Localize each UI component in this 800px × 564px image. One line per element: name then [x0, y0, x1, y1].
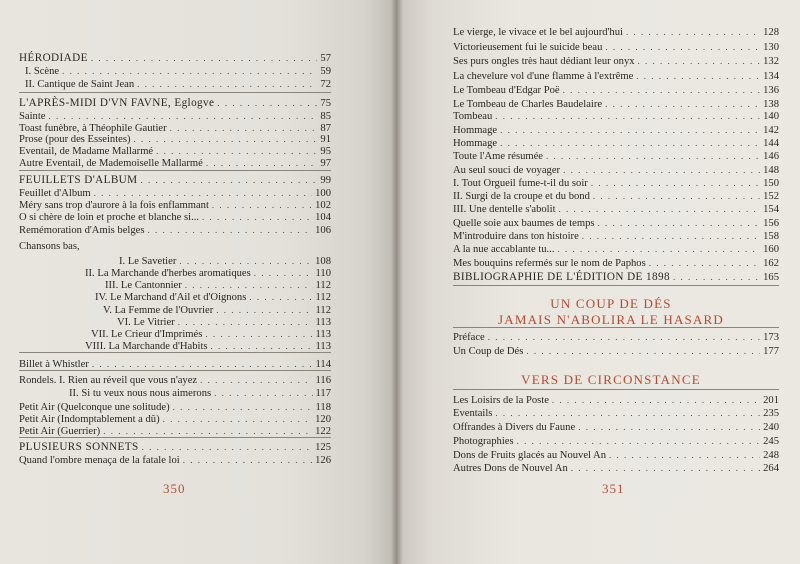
divider-rule	[453, 285, 779, 286]
toc-entry-title: Au seul souci de voyager	[453, 165, 561, 176]
toc-entry-title: II. Cantique de Saint Jean	[25, 79, 135, 90]
toc-entry-page: 106	[315, 225, 331, 236]
toc-entry-title: Dons de Fruits glacés au Nouvel An	[453, 450, 606, 461]
toc-entry	[453, 203, 779, 216]
toc-entry-page: 112	[315, 280, 331, 291]
page-number-right: 351	[602, 481, 625, 496]
divider-rule	[19, 92, 331, 93]
toc-entry-page: 235	[763, 408, 779, 419]
dot-leader	[141, 174, 318, 187]
toc-entry-title: VIII. La Marchande d'Habits	[85, 341, 208, 352]
toc-entry-page: 132	[763, 56, 779, 67]
toc-entry-title: Rondels. I. Rien au réveil que vous n'ayez	[19, 375, 198, 386]
toc-entry-page: 118	[315, 402, 331, 413]
toc-entry	[453, 407, 779, 420]
dot-leader	[636, 70, 760, 83]
toc-entry-page: 87	[320, 123, 331, 134]
toc-entry	[19, 224, 331, 237]
toc-entry-title: Sainte	[19, 111, 46, 122]
left-page	[0, 0, 397, 564]
toc-entry-title: Les Loisirs de la Poste	[453, 395, 549, 406]
toc-entry-title: La chevelure vol d'une flamme à l'extrême	[453, 71, 634, 82]
divider-rule	[453, 327, 779, 328]
dot-leader	[495, 110, 760, 123]
toc-entry-page: 245	[763, 436, 779, 447]
toc-entry-title: Prose (pour des Esseintes)	[19, 134, 131, 145]
toc-entry-title: Chansons bas,	[19, 241, 80, 252]
dot-leader	[673, 271, 760, 284]
toc-entry-title: III. Une dentelle s'abolit	[453, 204, 556, 215]
toc-entry-page: 136	[763, 85, 779, 96]
toc-entry-page: 120	[315, 414, 331, 425]
toc-entry-page: 110	[315, 268, 331, 279]
dot-leader	[517, 435, 760, 448]
toc-entry-page: 201	[763, 395, 779, 406]
dot-leader	[546, 150, 760, 163]
toc-entry	[453, 421, 779, 434]
toc-entry-title: V. La Femme de l'Ouvrier	[103, 305, 214, 316]
toc-entry-title: II. Surgi de la croupe et du bond	[453, 191, 590, 202]
toc-entry	[19, 240, 331, 253]
divider-rule	[19, 370, 331, 371]
toc-entry-page: 85	[320, 111, 331, 122]
toc-entry-title: Offrandes à Divers du Faune	[453, 422, 576, 433]
toc-entry	[453, 345, 779, 358]
dot-leader	[591, 177, 760, 190]
dot-leader	[249, 291, 312, 304]
toc-entry-page: 97	[320, 158, 331, 169]
toc-entry-title: Ses purs ongles très haut dédiant leur onyx	[453, 56, 635, 67]
toc-entry	[19, 52, 331, 65]
toc-entry	[453, 331, 779, 344]
toc-entry-page: 113	[315, 341, 331, 352]
dot-leader	[578, 421, 760, 434]
toc-entry	[453, 230, 779, 243]
toc-entry-title: III. Le Cantonnier	[105, 280, 182, 291]
toc-entry	[453, 124, 779, 137]
toc-entry-page: 158	[763, 231, 779, 242]
dot-leader	[571, 462, 760, 475]
dot-leader	[200, 374, 312, 387]
toc-entry-page: 112	[315, 305, 331, 316]
dot-leader	[563, 164, 760, 177]
toc-entry-page: 142	[763, 125, 779, 136]
toc-entry-page: 160	[763, 244, 779, 255]
dot-leader	[563, 84, 761, 97]
toc-entry-title: Quand l'ombre menaça de la fatale loi	[19, 455, 180, 466]
dot-leader	[214, 387, 312, 400]
dot-leader	[552, 394, 760, 407]
dot-leader	[206, 157, 318, 170]
toc-entry-title: Eventail, de Madame Mallarmé	[19, 146, 154, 157]
dot-leader	[137, 78, 317, 91]
dot-leader	[598, 217, 761, 230]
toc-entry	[453, 177, 779, 190]
toc-entry	[19, 65, 331, 78]
toc-entry-title: Autres Dons de Nouvel An	[453, 463, 568, 474]
toc-entry	[19, 454, 331, 467]
toc-entry	[453, 110, 779, 123]
toc-entry	[19, 97, 331, 110]
dot-leader	[142, 441, 312, 454]
toc-entry-title: Hommage	[453, 125, 498, 136]
toc-entry-page: 152	[763, 191, 779, 202]
dot-leader	[495, 407, 760, 420]
toc-entry-page: 162	[763, 258, 779, 269]
toc-entry-page: 117	[315, 388, 331, 399]
toc-entry	[453, 449, 779, 462]
toc-entry	[453, 435, 779, 448]
toc-entry-page: 154	[763, 204, 779, 215]
toc-entry-page: 148	[763, 165, 779, 176]
toc-entry	[453, 190, 779, 203]
toc-entry-title: O si chère de loin et proche et blanche si...	[19, 212, 200, 223]
toc-entry-title: Le vierge, le vivace et le bel aujourd'hui	[453, 27, 623, 38]
dot-leader	[649, 257, 760, 270]
toc-entry	[19, 174, 331, 187]
dot-leader	[559, 203, 761, 216]
toc-entry	[453, 70, 779, 83]
dot-leader	[638, 55, 761, 68]
toc-entry-title: Eventails	[453, 408, 493, 419]
toc-entry-title: Billet à Whistler	[19, 359, 89, 370]
toc-entry	[453, 243, 779, 256]
toc-entry-title: IV. Le Marchand d'Ail et d'Oignons	[95, 292, 247, 303]
toc-entry-page: 59	[320, 66, 331, 77]
dot-leader	[147, 224, 312, 237]
dot-leader	[609, 449, 760, 462]
toc-entry-title: BIBLIOGRAPHIE DE L'ÉDITION DE 1898	[453, 271, 670, 283]
toc-entry	[19, 387, 331, 400]
toc-entry-page: 144	[763, 138, 779, 149]
toc-entry-title: Tombeau	[453, 111, 493, 122]
toc-entry-page: 116	[315, 375, 331, 386]
toc-entry-title: Petit Air (Guerrier)	[19, 426, 101, 437]
toc-entry	[19, 291, 331, 304]
toc-entry-page: 108	[315, 256, 331, 267]
toc-entry-title: Toute l'Ame résumée	[453, 151, 544, 162]
toc-entry	[453, 217, 779, 230]
toc-entry-page: 240	[763, 422, 779, 433]
toc-entry-title: II. Si tu veux nous nous aimerons	[69, 388, 212, 399]
toc-entry-title: M'introduire dans ton histoire	[453, 231, 579, 242]
toc-entry-page: 264	[763, 463, 779, 474]
dot-leader	[183, 454, 312, 467]
divider-rule	[19, 437, 331, 438]
toc-entry-title: Remémoration d'Amis belges	[19, 225, 145, 236]
toc-entry	[453, 41, 779, 54]
toc-entry-page: 99	[320, 175, 331, 186]
toc-entry-title: Feuillet d'Album	[19, 188, 91, 199]
dot-leader	[91, 52, 318, 65]
toc-entry-page: 177	[763, 346, 779, 357]
section-title-coup-de-des-line1: UN COUP DE DÉS	[550, 296, 672, 311]
toc-entry-page: 113	[315, 329, 331, 340]
toc-entry-page: 150	[763, 178, 779, 189]
dot-leader	[202, 211, 312, 224]
toc-entry	[453, 137, 779, 150]
right-page	[397, 0, 800, 564]
toc-entry-title: Un Coup de Dés	[453, 346, 524, 357]
toc-entry-title: I. Scène	[25, 66, 60, 77]
toc-entry-page: 138	[763, 99, 779, 110]
toc-entry-page: 173	[763, 332, 779, 343]
dot-leader	[626, 26, 760, 39]
toc-entry-page: 100	[315, 188, 331, 199]
toc-entry	[453, 55, 779, 68]
toc-entry-page: 122	[315, 426, 331, 437]
dot-leader	[593, 190, 760, 203]
toc-entry	[453, 271, 779, 284]
toc-entry-page: 72	[320, 79, 331, 90]
toc-entry-page: 130	[763, 42, 779, 53]
toc-entry-title: Le Tombeau d'Edgar Poë	[453, 85, 560, 96]
toc-entry	[19, 78, 331, 91]
toc-entry-page: 146	[763, 151, 779, 162]
toc-entry-title: VI. Le Vitrier	[117, 317, 175, 328]
dot-leader	[582, 230, 760, 243]
toc-entry-title: I. Tout Orgueil fume-t-il du soir	[453, 178, 588, 189]
toc-entry-page: 248	[763, 450, 779, 461]
toc-entry-title: Le Tombeau de Charles Baudelaire	[453, 99, 603, 110]
divider-rule	[19, 170, 331, 171]
toc-entry-page: 125	[315, 442, 331, 453]
book-gutter	[391, 0, 403, 564]
toc-entry-title: Préface	[453, 332, 485, 343]
toc-entry	[453, 26, 779, 39]
toc-entry-page: 140	[763, 111, 779, 122]
toc-entry-title: PLUSIEURS SONNETS	[19, 441, 139, 453]
toc-entry-title: I. Le Savetier	[119, 256, 177, 267]
toc-entry-page: 126	[315, 455, 331, 466]
toc-entry-title: HÉRODIADE	[19, 52, 88, 64]
toc-entry-page: 134	[763, 71, 779, 82]
toc-entry-title: VII. Le Crieur d'Imprimés	[91, 329, 203, 340]
toc-entry	[19, 374, 331, 387]
divider-rule	[453, 389, 779, 390]
toc-entry-title: Hommage	[453, 138, 498, 149]
toc-entry	[453, 164, 779, 177]
toc-entry-title: FEUILLETS D'ALBUM	[19, 174, 138, 186]
toc-entry	[453, 150, 779, 163]
toc-entry-page: 156	[763, 218, 779, 229]
toc-entry-title: Petit Air (Quelconque une solitude)	[19, 402, 170, 413]
toc-entry-page: 128	[763, 27, 779, 38]
toc-entry-title: L'APRÈS-MIDI D'VN FAVNE, Eglogve	[19, 97, 215, 109]
dot-leader	[488, 331, 760, 344]
toc-entry-title: Méry sans trop d'aurore à la fois enflammant	[19, 200, 209, 211]
toc-entry-page: 91	[320, 134, 331, 145]
toc-entry	[19, 211, 331, 224]
toc-entry-title: II. La Marchande d'herbes aromatiques	[85, 268, 251, 279]
toc-entry-page: 114	[315, 359, 331, 370]
toc-entry	[19, 441, 331, 454]
toc-entry-title: Photographies	[453, 436, 514, 447]
dot-leader	[500, 137, 760, 150]
divider-rule	[19, 352, 331, 353]
dot-leader	[605, 41, 760, 54]
toc-entry	[453, 257, 779, 270]
toc-entry-page: 112	[315, 292, 331, 303]
toc-entry	[453, 394, 779, 407]
dot-leader	[500, 124, 760, 137]
toc-entry	[453, 462, 779, 475]
toc-entry-page: 104	[315, 212, 331, 223]
toc-entry	[19, 157, 331, 170]
dot-leader	[62, 65, 317, 78]
toc-entry-page: 95	[320, 146, 331, 157]
toc-entry-title: Petit Air (Indomptablement a dû)	[19, 414, 160, 425]
toc-entry-page: 75	[320, 98, 331, 109]
toc-entry-title: Toast funèbre, à Théophile Gautier	[19, 123, 167, 134]
toc-entry-page: 102	[315, 200, 331, 211]
toc-entry-title: A la nue accablante tu...	[453, 244, 555, 255]
dot-leader	[217, 97, 317, 110]
dot-leader	[557, 243, 760, 256]
toc-entry-title: Victorieusement fui le suicide beau	[453, 42, 603, 53]
toc-entry	[453, 84, 779, 97]
page-number-left: 350	[163, 481, 186, 496]
toc-entry-page: 165	[763, 272, 779, 283]
toc-entry-title: Autre Eventail, de Mademoiselle Mallarmé	[19, 158, 203, 169]
toc-entry-page: 113	[315, 317, 331, 328]
toc-entry-page: 57	[320, 53, 331, 64]
dot-leader	[526, 345, 760, 358]
section-title-coup-de-des-line2: JAMAIS N'ABOLIRA LE HASARD	[497, 312, 725, 327]
toc-entry-title: Mes bouquins refermés sur le nom de Paphos	[453, 258, 646, 269]
section-title-circonstance: VERS DE CIRCONSTANCE	[521, 372, 701, 387]
toc-entry-title: Quelle soie aux baumes de temps	[453, 218, 595, 229]
